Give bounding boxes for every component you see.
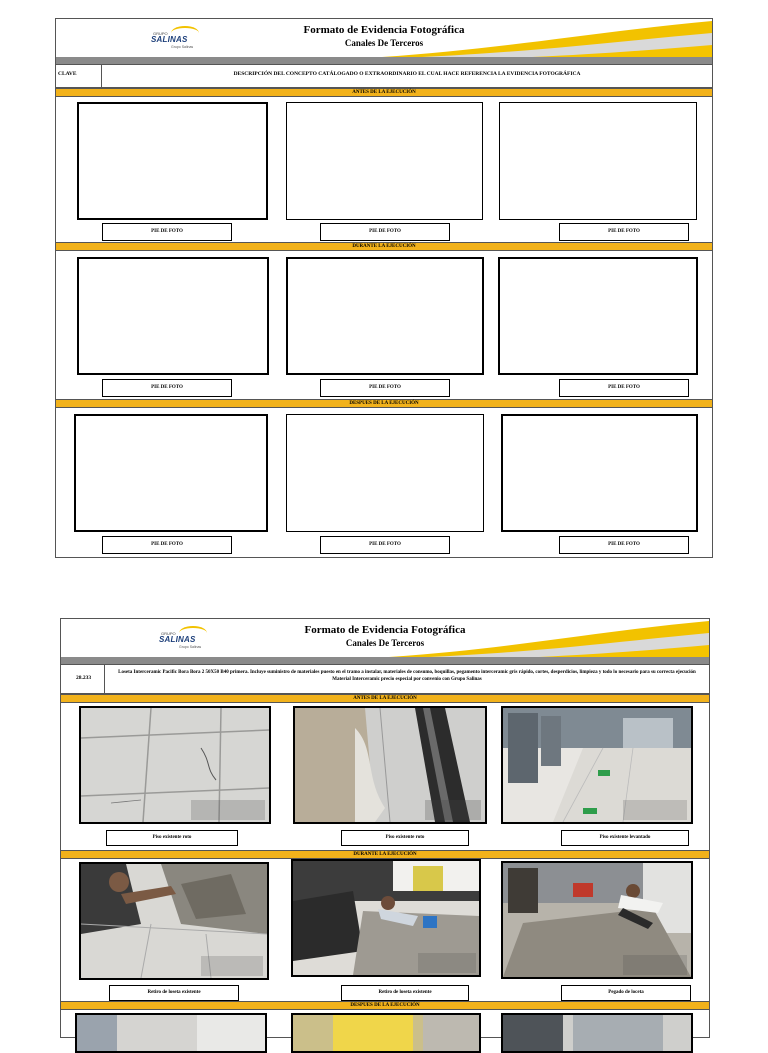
photo-caption: Piso existente roto <box>106 830 238 846</box>
photo-caption: Piso existente levantado <box>561 830 689 846</box>
section-band-antes: ANTES DE LA EJECUCIÓN <box>61 694 709 703</box>
photo-slot <box>498 257 698 375</box>
photo-after-2 <box>291 1013 481 1053</box>
photo-caption: Retiro de loseta existente <box>109 985 239 1001</box>
photo-laying-tile <box>501 861 693 979</box>
photo-caption: PIE DE FOTO <box>102 223 232 241</box>
photo-caption: PIE DE FOTO <box>320 223 450 241</box>
form-title: Formato de Evidencia Fotográfica <box>303 24 465 36</box>
section-band-despues: DESPUES DE LA EJECUCIÓN <box>61 1001 709 1010</box>
photo-slot <box>501 414 698 532</box>
photo-floor-lifted <box>501 706 693 824</box>
evidence-form-filled <box>60 618 710 1038</box>
concept-description: DESCRIPCIÓN DEL CONCEPTO CATÁLOGADO O EXTRAORDINARIO EL CUAL HACE REFERENCIA LA EVIDENCIA FOTOGRÁFICA <box>233 71 581 77</box>
photo-caption: PIE DE FOTO <box>320 379 450 397</box>
form-title: Formato de Evidencia Fotográfica <box>304 624 466 636</box>
grupo-salinas-logo: GRUPO SALINAS Grupo Salinas <box>151 29 213 51</box>
photo-caption: PIE DE FOTO <box>559 223 689 241</box>
form-subtitle: Canales De Terceros <box>345 638 425 648</box>
photo-after-1 <box>75 1013 267 1053</box>
form-header <box>61 619 709 657</box>
photo-row-durante <box>61 859 709 1001</box>
photo-row-antes <box>56 97 712 242</box>
photo-slot <box>499 102 697 220</box>
section-band-antes: ANTES DE LA EJECUCIÓN <box>56 88 712 97</box>
photo-caption: PIE DE FOTO <box>102 379 232 397</box>
clave-label: CLAVE <box>56 65 102 87</box>
photo-row-despues <box>61 1010 709 1050</box>
form-subtitle: Canales De Terceros <box>344 38 424 48</box>
photo-row-despues <box>56 408 712 556</box>
form-header <box>56 19 712 57</box>
photo-slot <box>74 414 268 532</box>
photo-row-antes <box>61 703 709 850</box>
photo-caption: Retiro de loseta existente <box>341 985 469 1001</box>
photo-slot <box>286 102 483 220</box>
section-band-despues: DESPUES DE LA EJECUCIÓN <box>56 399 712 408</box>
section-band-durante: DURANTE LA EJECUCIÓN <box>61 850 709 859</box>
photo-caption: PIE DE FOTO <box>559 379 689 397</box>
concept-row <box>56 64 712 88</box>
photo-caption: Pegado de loceta <box>561 985 691 1001</box>
photo-slot <box>286 257 484 375</box>
photo-removing-tile-1 <box>79 862 269 980</box>
header-divider <box>61 657 709 664</box>
grupo-salinas-logo: GRUPO SALINAS Grupo Salinas <box>159 629 221 651</box>
evidence-form-blank <box>55 18 713 558</box>
section-band-durante: DURANTE LA EJECUCIÓN <box>56 242 712 251</box>
concept-description: Loseta Interceramic Pacific Bora Bora 2 50X50 B40 primera. Incluye suministro de materiales puesto en el tramo a instalar, materiales de consumo, boquillas, pegamento interceramic gris rápido, cortes, desperdicios, limpieza y todo lo necesario para su correcta ejecución Material Interceramic precio especial por convenio con Grupo Salinas <box>118 670 696 682</box>
photo-removing-tile-2 <box>291 859 481 977</box>
photo-after-3 <box>501 1013 693 1053</box>
header-divider <box>56 57 712 64</box>
photo-caption: PIE DE FOTO <box>102 536 232 554</box>
concept-row <box>61 664 709 694</box>
photo-broken-floor-1 <box>79 706 271 824</box>
photo-broken-floor-2 <box>293 706 487 824</box>
photo-caption: PIE DE FOTO <box>559 536 689 554</box>
photo-slot <box>77 102 268 220</box>
photo-slot <box>77 257 269 375</box>
clave-value: 28.233 <box>61 665 105 693</box>
photo-slot <box>286 414 484 532</box>
photo-caption: PIE DE FOTO <box>320 536 450 554</box>
photo-row-durante <box>56 251 712 399</box>
photo-caption: Piso existente roto <box>341 830 469 846</box>
